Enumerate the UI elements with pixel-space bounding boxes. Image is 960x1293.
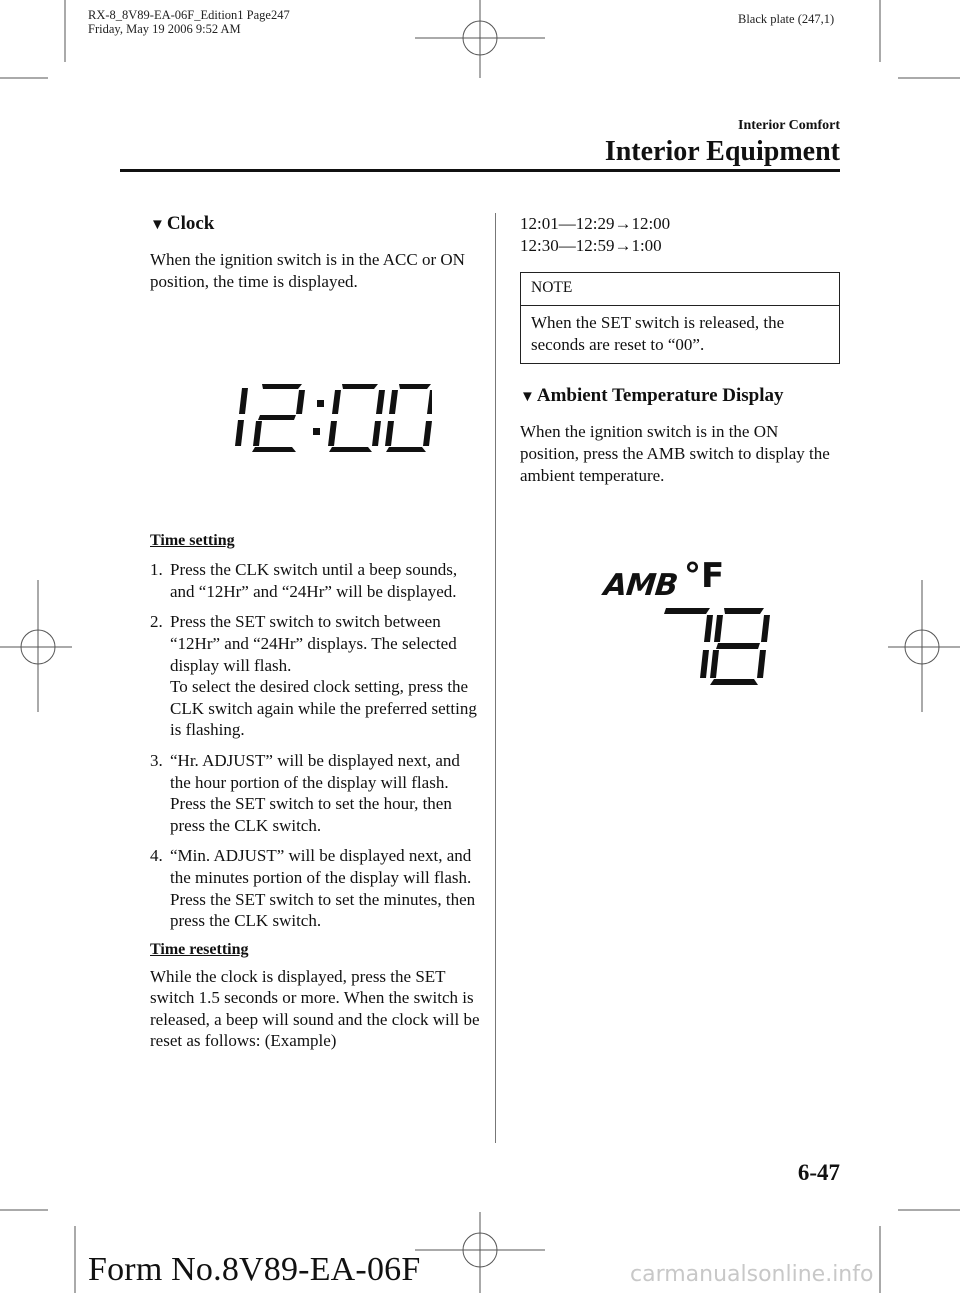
ambient-intro: When the ignition switch is in the ON position, press the AMB switch to display the ambient temperature. (520, 422, 830, 485)
reset-examples (520, 213, 840, 256)
time-resetting-text: While the clock is displayed, press the SET switch 1.5 seconds or more. When the switch is released, a beep will sound and the clock will be reset as follows: (Example) (150, 966, 480, 1051)
step-extra-text: To select the desired clock setting, press the CLK switch again while the preferred setting is flashing. (170, 677, 477, 740)
clock-heading (150, 213, 480, 236)
clock-display-figure (232, 380, 432, 455)
temperature-value: 78 (662, 606, 663, 608)
clock-display-digits: 12:00 (232, 380, 235, 382)
reset-example: 12:30―12:59→1:00 (520, 235, 662, 255)
step-number: 1. (150, 560, 163, 580)
section-title: Interior Equipment (604, 136, 840, 167)
note-box (520, 272, 840, 364)
time-setting-steps (150, 559, 480, 932)
step-item (150, 559, 480, 602)
ambient-display-figure (602, 556, 774, 696)
clock-intro: When the ignition switch is in the ACC or ON position, the time is displayed. (150, 250, 465, 291)
amb-label: AMB (602, 568, 679, 604)
step-number: 3. (150, 750, 163, 770)
clock-title: Clock (166, 213, 215, 234)
chapter-title: Interior Comfort (738, 118, 840, 133)
column-divider (495, 213, 496, 1143)
print-file-info (88, 8, 290, 36)
header-rule (120, 169, 840, 172)
form-number: Form No.8V89-EA-06F (88, 1251, 421, 1288)
print-date-line: Friday, May 19 2006 9:52 AM (88, 22, 241, 36)
time-setting-heading: Time setting (150, 532, 235, 550)
print-file-line: RX-8_8V89-EA-06F_Edition1 Page247 (88, 8, 290, 22)
section-marker-icon: ▼ (150, 217, 165, 233)
step-text: Press the CLK switch until a beep sounds, and “12Hr” and “24Hr” will be displayed. (170, 560, 458, 601)
time-resetting-heading: Time resetting (150, 940, 249, 958)
left-column (150, 213, 480, 1052)
step-text: “Hr. ADJUST” will be displayed next, and the hour portion of the display will flash. Press the SET switch to set the hour, then press the CLK switch. (170, 750, 460, 835)
ambient-title: Ambient Temperature Display (536, 385, 784, 407)
page-number: 6-47 (797, 1160, 840, 1185)
section-marker-icon: ▼ (520, 389, 535, 406)
plate-label: Black plate (247,1) (738, 12, 835, 26)
reset-example: 12:01―12:29→12:00 (520, 214, 671, 233)
temperature-digits (662, 606, 774, 691)
site-watermark: carmanualsonline.info (630, 1262, 874, 1287)
temp-unit: °F (684, 556, 725, 597)
note-text: When the SET switch is released, the seconds are reset to “00”. (531, 313, 785, 354)
step-item (150, 845, 480, 931)
running-head (605, 118, 840, 168)
step-text: “Min. ADJUST” will be displayed next, and the minutes portion of the display will flash. Press the SET switch to set the minutes, then press the CLK switch. (170, 846, 476, 931)
note-label: NOTE (521, 273, 839, 306)
step-number: 2. (150, 612, 163, 632)
right-column (520, 213, 840, 696)
ambient-heading (520, 385, 840, 408)
step-item (150, 611, 480, 741)
step-text: Press the SET switch to switch between “12Hr” and “24Hr” displays. The selected display will flash. (170, 612, 457, 675)
step-item (150, 750, 480, 836)
step-number: 4. (150, 846, 163, 866)
